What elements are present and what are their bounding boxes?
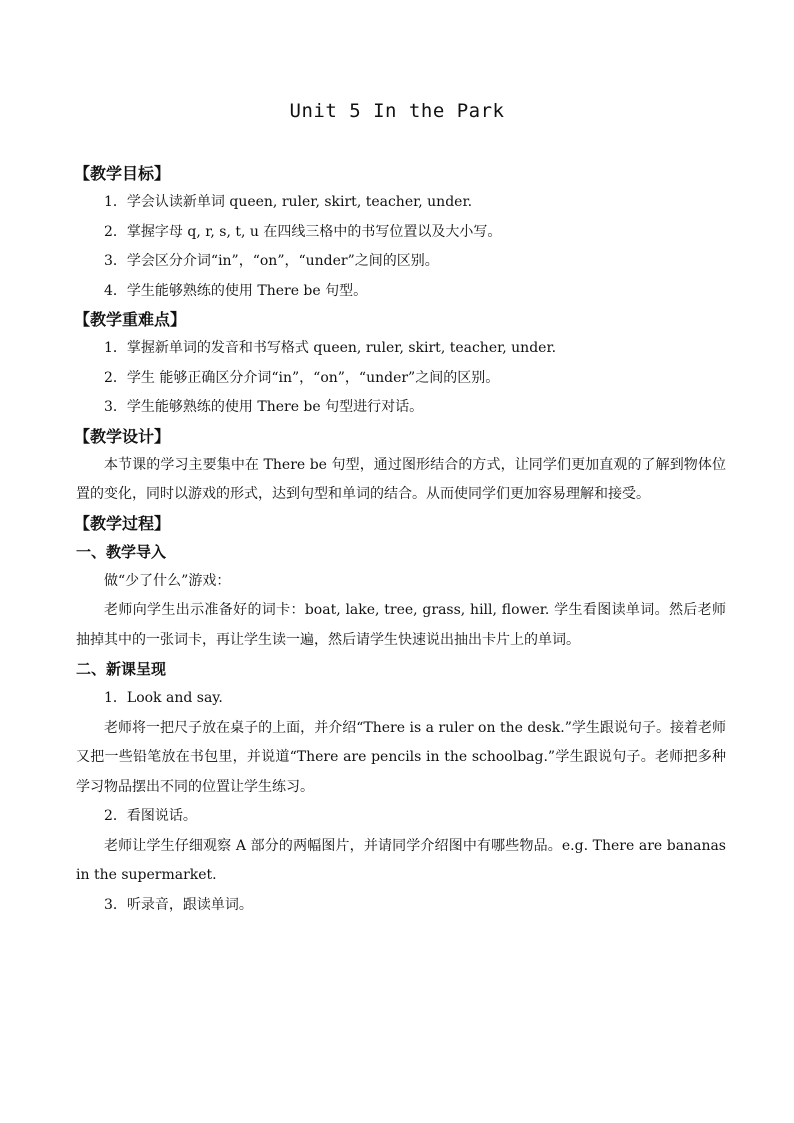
goals-heading: 【教学目标】	[74, 164, 171, 183]
keypoints-heading: 【教学重难点】	[74, 310, 187, 329]
keypoint-item: 2．学生 能够正确区分介词“in”，“on”，“under”之间的区别。	[104, 369, 500, 386]
goal-item: 4．学生能够熟练的使用 There be 句型。	[104, 282, 368, 299]
process-heading: 【教学过程】	[74, 513, 171, 533]
goal-item: 1．学会认读新单词 queen, ruler, skirt, teacher, under.	[104, 194, 473, 210]
picture-talk-paragraph: 老师让学生仔细观察 A 部分的两幅图片，并请同学介绍图中有哪些物品。e.g. There are bananas in the supermarket.	[76, 837, 726, 883]
document-body	[76, 160, 726, 920]
design-heading: 【教学设计】	[74, 426, 171, 446]
goal-item: 2．掌握字母 q, r, s, t, u 在四线三格中的书写位置以及大小写。	[104, 223, 502, 240]
look-and-say-paragraph: 老师将一把尺子放在桌子的上面，并介绍“There is a ruler on the desk.”学生跟说句子。接着老师又把一些铅笔放在书包里，并说道“There are pencils in the schoolbag.”学生跟说句子。老师把多种学习物品摆出不同的位置让学生练习。	[76, 719, 726, 795]
intro-paragraph: 老师向学生出示准备好的词卡：boat, lake, tree, grass, hill, flower. 学生看图读单词。然后老师抽掉其中的一张词卡，再让学生读一遍，然后请学生快速说出抽出卡片上的单词。	[76, 602, 726, 648]
section-title-intro: 一、教学导入	[76, 542, 167, 561]
keypoint-item: 1．掌握新单词的发音和书写格式 queen, ruler, skirt, teacher, under.	[104, 340, 557, 356]
goal-item: 3．学会区分介词“in”，“on”，“under”之间的区别。	[104, 253, 439, 269]
section-title-new-lesson: 二、新课呈现	[76, 660, 167, 678]
step-picture-talk: 2．看图说话。	[104, 808, 197, 824]
intro-game-line: 做“少了什么”游戏：	[104, 572, 231, 589]
page-title: Unit 5 In the Park	[289, 100, 505, 122]
step-look-and-say: 1．Look and say.	[104, 690, 223, 706]
keypoint-item: 3．学生能够熟练的使用 There be 句型进行对话。	[104, 399, 424, 415]
step-listen-repeat: 3．听录音，跟读单词。	[104, 896, 253, 913]
design-paragraph: 本节课的学习主要集中在 There be 句型，通过图形结合的方式，让同学们更加直观的了解到物体位置的变化，同时以游戏的形式，达到句型和单词的结合。从而使同学们更加容易理解和接受。	[76, 456, 726, 502]
